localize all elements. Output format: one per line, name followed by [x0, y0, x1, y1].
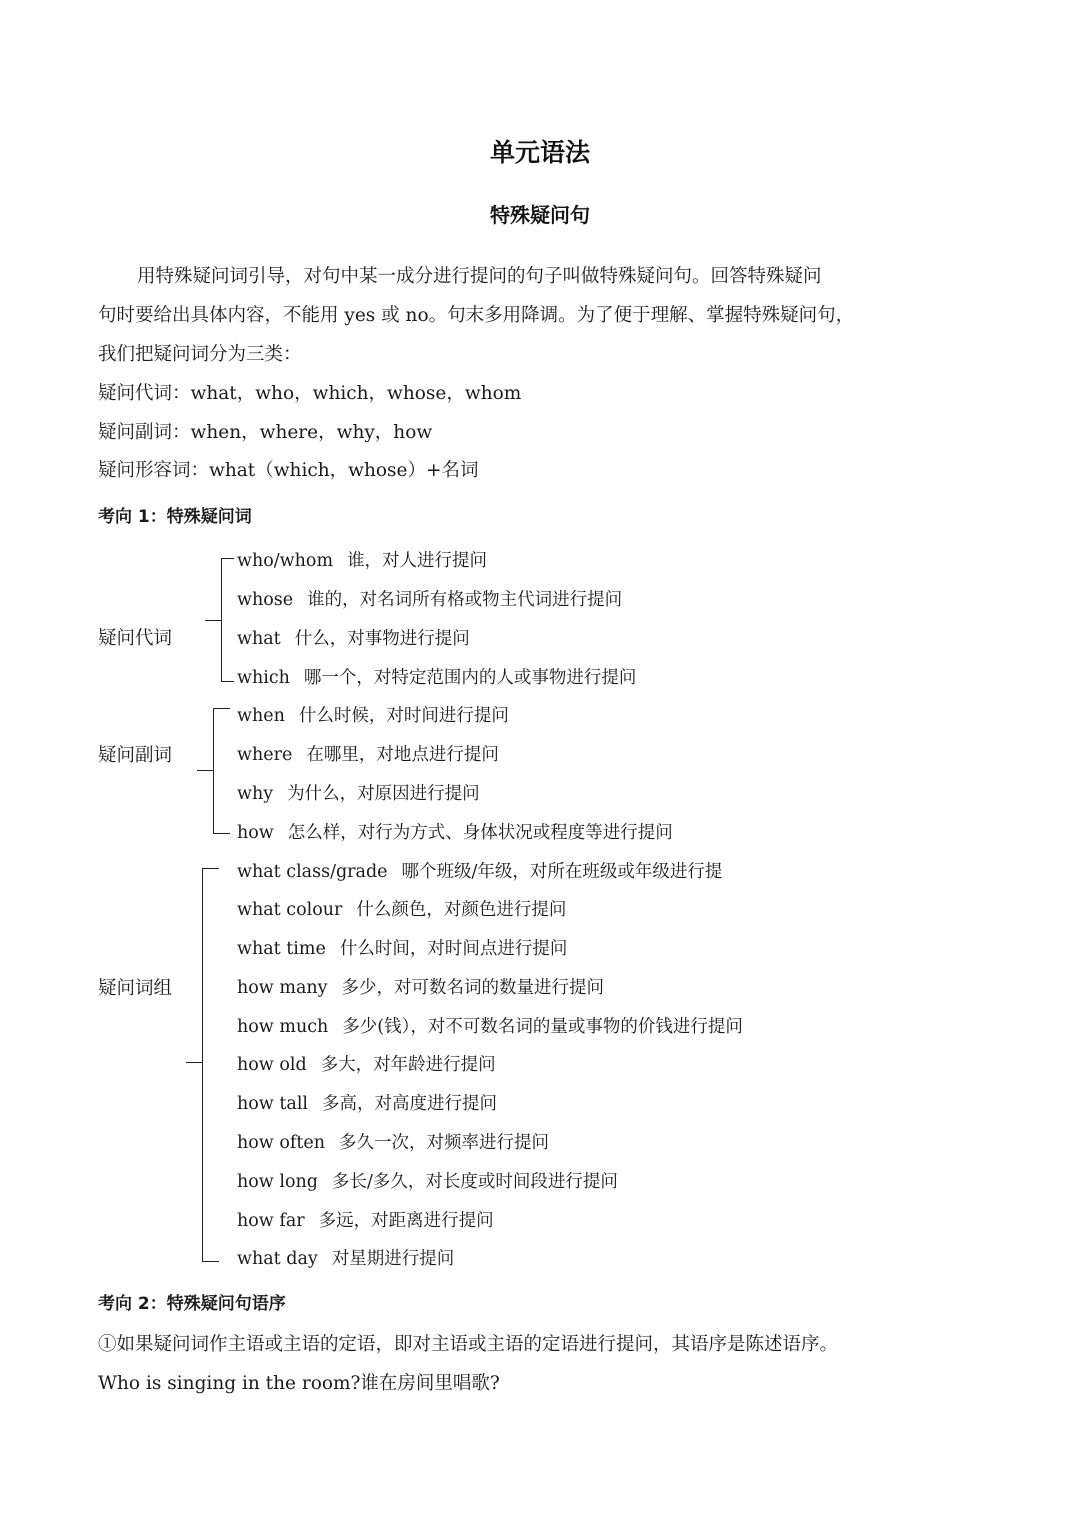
group-label-adverbs: 疑问副词: [98, 745, 173, 766]
intro-line-1: 用特殊疑问词引导，对句中某一成分进行提问的句子叫做特殊疑问句。回答特殊疑问: [137, 266, 822, 287]
list-item: what 什么，对事物进行提问: [237, 629, 470, 649]
list-item: whose 谁的，对名词所有格或物主代词进行提问: [237, 590, 623, 610]
list-item: what colour 什么颜色，对颜色进行提问: [237, 900, 567, 920]
list-item: what time 什么时间，对时间点进行提问: [237, 939, 568, 959]
list-item: where 在哪里，对地点进行提问: [237, 745, 499, 765]
brace-adverbs: [213, 708, 230, 834]
intro-pronouns: 疑问代词：what，who，which，whose，whom: [98, 383, 522, 404]
list-item: what day 对星期进行提问: [237, 1249, 455, 1269]
list-item: how much 多少(钱），对不可数名词的量或事物的价钱进行提问: [237, 1017, 743, 1037]
list-item: how long 多长/多久，对长度或时间段进行提问: [237, 1172, 618, 1192]
list-item: how often 多久一次，对频率进行提问: [237, 1133, 550, 1153]
group-label-phrases: 疑问词组: [98, 978, 173, 999]
list-item: how far 多远，对距离进行提问: [237, 1211, 494, 1231]
word-order-rule: ①如果疑问词作主语或主语的定语，即对主语或主语的定语进行提问，其语序是陈述语序。: [98, 1334, 839, 1355]
brace-tick-adverbs: [197, 770, 213, 771]
word-order-example: Who is singing in the room?谁在房间里唱歌?: [98, 1373, 500, 1394]
list-item: who/whom 谁，对人进行提问: [237, 551, 488, 571]
intro-adverbs: 疑问副词：when，where，why，how: [98, 422, 433, 443]
section2-heading: 考向 2：特殊疑问句语序: [98, 1294, 286, 1314]
page-subtitle: 特殊疑问句: [490, 203, 590, 227]
brace-pronouns: [221, 558, 234, 682]
list-item: how 怎么样，对行为方式、身体状况或程度等进行提问: [237, 823, 673, 843]
brace-phrases: [202, 868, 219, 1262]
page-title: 单元语法: [489, 138, 590, 167]
brace-tick-phrases: [186, 1062, 202, 1063]
list-item: how tall 多高，对高度进行提问: [237, 1094, 498, 1114]
list-item: how many 多少，对可数名词的数量进行提问: [237, 978, 605, 998]
list-item: how old 多大，对年龄进行提问: [237, 1055, 496, 1075]
list-item: when 什么时候，对时间进行提问: [237, 706, 509, 726]
intro-adjectives: 疑问形容词：what（which，whose）+名词: [98, 460, 479, 481]
list-item: what class/grade 哪个班级/年级，对所在班级或年级进行提: [237, 862, 723, 882]
intro-line-2: 句时要给出具体内容，不能用 yes 或 no。句末多用降调。为了便于理解、掌握特殊疑问句，: [98, 305, 855, 326]
brace-tick-pronouns: [205, 620, 221, 621]
section1-heading: 考向 1：特殊疑问词: [98, 507, 252, 527]
intro-line-3: 我们把疑问词分为三类：: [98, 344, 302, 365]
group-label-pronouns: 疑问代词: [98, 628, 173, 649]
list-item: which 哪一个，对特定范围内的人或事物进行提问: [237, 668, 637, 688]
list-item: why 为什么，对原因进行提问: [237, 784, 480, 804]
